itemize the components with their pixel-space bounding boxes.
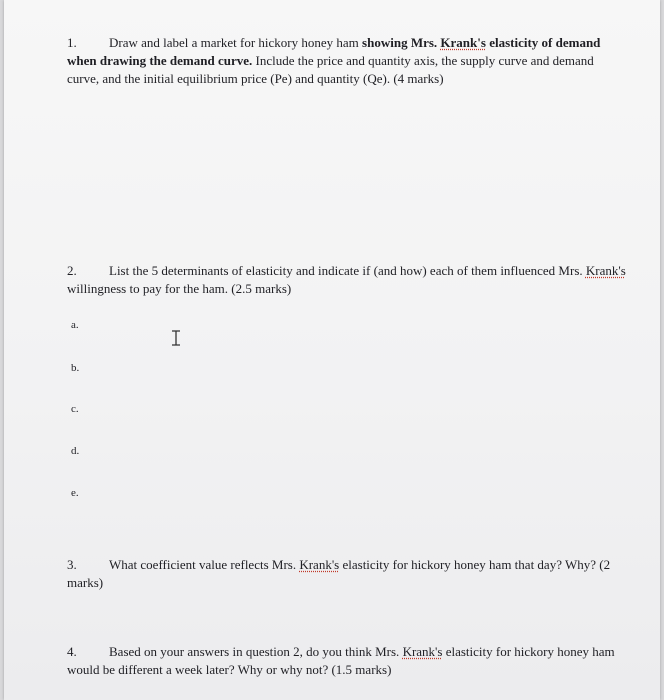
question-4	[67, 643, 627, 679]
document-page	[4, 0, 660, 700]
list-item-e: e.	[71, 487, 79, 499]
question-4-text-part2: elasticity for hickory honey ham would be different a week later? Why or why not? (1.5 marks)	[67, 644, 615, 677]
question-1	[67, 34, 627, 88]
list-item-a: a.	[71, 319, 79, 331]
list-item-b: b.	[71, 362, 80, 374]
question-1-text-part2: Include the price and quantity axis, the supply curve and demand curve, and the initial equilibrium price (Pe) and quantity (Qe). (4 marks)	[67, 53, 594, 86]
question-4-text-part1: Based on your answers in question 2, do you think Mrs.	[109, 644, 403, 659]
list-item-c: c.	[71, 403, 79, 415]
question-3-krank: Krank's	[299, 557, 340, 572]
question-1-bold-krank: Krank's	[440, 35, 486, 50]
question-3-number: 3.	[67, 557, 77, 572]
question-2-text-part1: List the 5 determinants of elasticity and indicate if (and how) each of them influenced Mrs.	[109, 263, 586, 278]
question-1-bold-part2: elasticity of demand when drawing the demand curve.	[67, 35, 601, 68]
question-4-number: 4.	[67, 644, 77, 659]
question-1-number: 1.	[67, 35, 77, 50]
text-cursor-icon	[170, 330, 182, 346]
question-3-text-part2: elasticity for hickory honey ham that day? Why? (2 marks)	[67, 557, 611, 590]
question-2-number: 2.	[67, 263, 77, 278]
question-2-krank: Krank's	[585, 263, 626, 278]
question-1-bold-part1: showing Mrs.	[362, 35, 441, 50]
question-1-text-part1: Draw and label a market for hickory honey ham	[109, 35, 363, 50]
question-3-text-part1: What coefficient value reflects Mrs.	[109, 557, 300, 572]
question-2-text-part2: willingness to pay for the ham. (2.5 marks)	[67, 281, 292, 296]
question-2	[67, 262, 627, 298]
question-3	[67, 556, 627, 592]
question-4-krank: Krank's	[402, 644, 443, 659]
list-item-d: d.	[71, 445, 80, 457]
